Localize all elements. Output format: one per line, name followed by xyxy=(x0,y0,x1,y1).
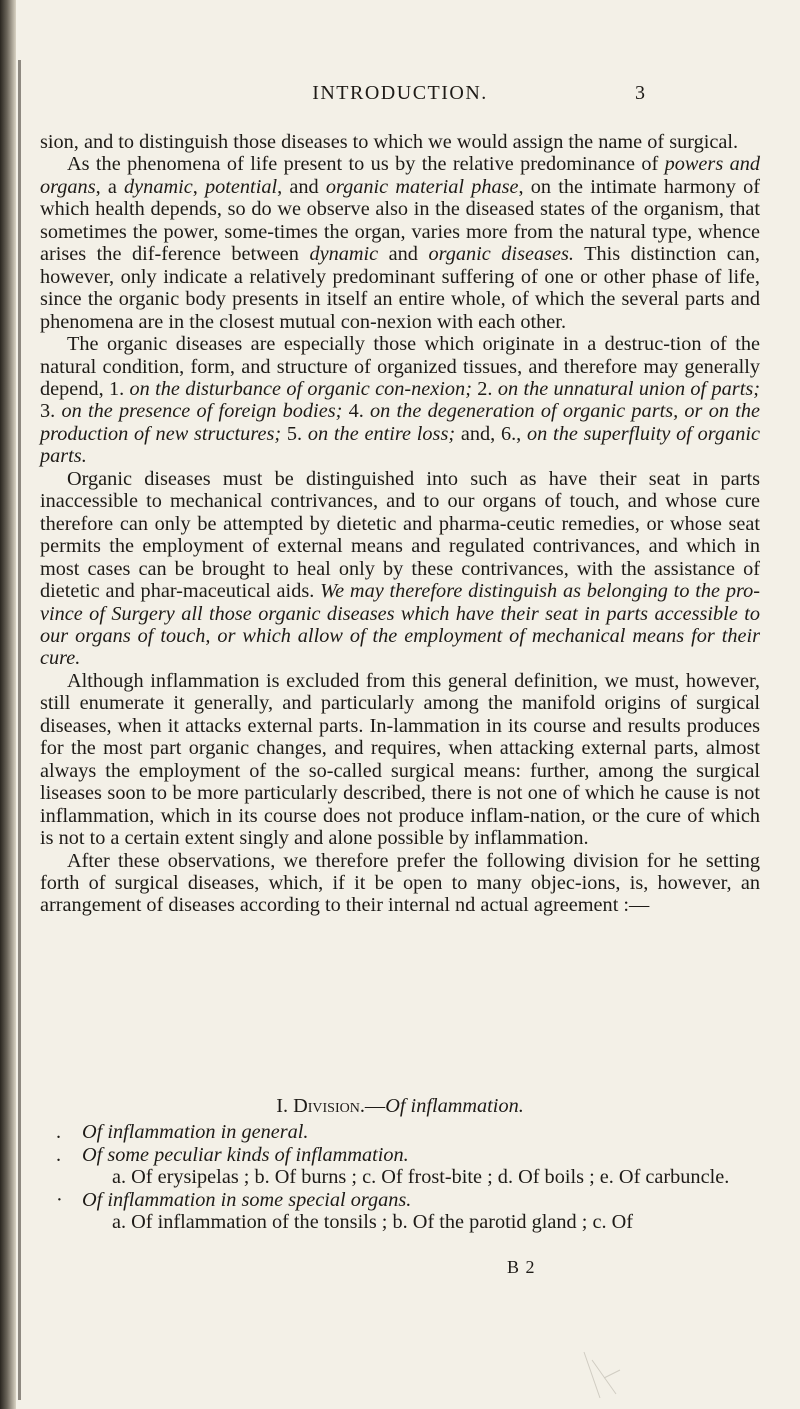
page-header xyxy=(0,82,800,112)
signature-mark: B 2 xyxy=(507,1257,536,1277)
list-item-text: Of inflammation in some special organs. xyxy=(82,1188,412,1211)
list-item xyxy=(56,1144,760,1167)
binding-gutter-shadow xyxy=(0,0,16,1409)
p2-italic: organic material phase xyxy=(325,175,519,198)
list-marker: · xyxy=(56,1188,63,1211)
paragraph-1: sion, and to distinguish those diseases to which we would assign the name of surgical. xyxy=(40,131,739,153)
p2-italic: dynamic xyxy=(309,243,379,266)
subitem-text: a. Of erysipelas ; b. Of burns ; c. Of frost-bite ; d. Of boils ; e. Of carbuncle. xyxy=(112,1166,730,1188)
p3-text: 3. xyxy=(40,400,62,423)
p2-text: , a xyxy=(95,175,125,198)
list-item-text: Of inflammation in general. xyxy=(82,1121,309,1143)
p2-italic: potential xyxy=(205,175,278,198)
paragraph-2 xyxy=(40,153,760,333)
p4-text: Organic diseases must be distinguished into such as have their seat in parts inaccessible to mechanical contrivances, and to our organs of touch, and whose cure therefore can only be attempted by dietetic and pharma-ceutic remedies, or whose seat permits the employment of external means and regulated contrivances, and which in most cases can be brought to heal only by these contrivances, with the assistance of dietetic and phar-maceutical aids. xyxy=(40,467,760,603)
division-numeral: I. xyxy=(276,1095,294,1117)
running-title: INTRODUCTION. xyxy=(312,82,488,104)
p3-italic: on the disturbance of organic con-nexion; xyxy=(129,377,472,400)
division-heading xyxy=(0,1095,800,1118)
body-text xyxy=(40,131,760,917)
p3-text: 5. xyxy=(281,422,308,445)
p3-italic: on the unnatural union of parts; xyxy=(497,377,760,400)
p3-text: 2. xyxy=(471,377,498,400)
p2-text: , xyxy=(192,175,205,198)
p3-italic: on the entire loss; xyxy=(307,422,456,445)
division-dash: .— xyxy=(359,1095,386,1117)
p3-italic: on the superfluity of organic parts. xyxy=(40,422,760,468)
p2-text: This distinction can, however, only indicate a relatively predominant suffering of one or other phase of life, since the organic body presents in itself an entire whole, of which the several parts and phenomena are in the closest mutual con-nexion with each other. xyxy=(40,243,760,333)
pencil-smudge xyxy=(582,1350,622,1400)
p3-text: The organic diseases are especially those which originate in a destruc-tion of the natural condition, form, and structure of organized tissues, and therefore may generally depend, 1. xyxy=(40,333,760,400)
p3-italic: on the presence of foreign bodies; xyxy=(61,400,343,423)
paragraph-4 xyxy=(40,468,760,670)
p3-italic: on the degeneration of organic parts, or on the production of new structures; xyxy=(40,400,760,445)
page-number: 3 xyxy=(635,82,645,104)
p2-italic: dynamic xyxy=(124,175,193,198)
paragraph-3 xyxy=(40,333,760,468)
list-item xyxy=(56,1121,760,1144)
p2-text: , and xyxy=(277,175,326,198)
list-item-text: Of some peculiar kinds of inflammation. xyxy=(82,1143,409,1166)
division-title: Of inflammation. xyxy=(385,1095,524,1117)
p2-text: As the phenomena of life present to us by the relative predominance of xyxy=(67,153,665,176)
subitem-text: a. Of inflammation of the tonsils ; b. Of the parotid gland ; c. Of xyxy=(112,1211,634,1233)
p3-text: and, 6., xyxy=(455,422,528,445)
list-marker: . xyxy=(56,1143,62,1166)
p2-text: , on the intimate harmony of which health depends, so do we observe also in the diseased states of the organism, that sometimes the power, some-times the organ, varies more from the natural type, whence arises the dif-ference between xyxy=(40,175,760,266)
division-contents-list xyxy=(56,1121,760,1234)
binding-edge-line xyxy=(18,60,21,1400)
division-label: Division xyxy=(293,1095,360,1117)
list-subitems xyxy=(56,1211,760,1234)
list-item xyxy=(56,1189,760,1212)
paragraph-6: After these observations, we therefore prefer the following division for he setting forth of surgical diseases, which, if it be open to many objec-ions, is, however, an arrangement of diseases according to their internal nd actual agreement :— xyxy=(40,849,760,917)
p2-italic: organic diseases. xyxy=(428,243,574,266)
paragraph-5: Although inflammation is excluded from this general definition, we must, however, still enumerate it generally, and particularly among the manifold origins of surgical diseases, when it attacks external parts. In-lammation in its course and results produces for the most part organic changes, and requires, when attacking external parts, almost always the employment of the so-called surgical means: further, among the surgical liseases soon to be more particularly described, there is not one of which he cause is not inflammation, which in its course does not produce inflam-nation, or the cure of which is not to a certain extent singly and alone possible by inflammation. xyxy=(40,669,760,850)
list-marker: . xyxy=(56,1121,62,1143)
p2-italic: powers and organs xyxy=(40,153,761,198)
p4-italic: We may therefore distinguish as belonging to the pro-vince of Surgery all those organic diseases which have their seat in parts accessible to our organs of touch, or which allow of the employment of mechanical means for their cure. xyxy=(40,580,760,670)
p3-text: 4. xyxy=(342,400,371,423)
p2-text: and xyxy=(378,243,429,266)
list-subitems xyxy=(56,1166,760,1189)
